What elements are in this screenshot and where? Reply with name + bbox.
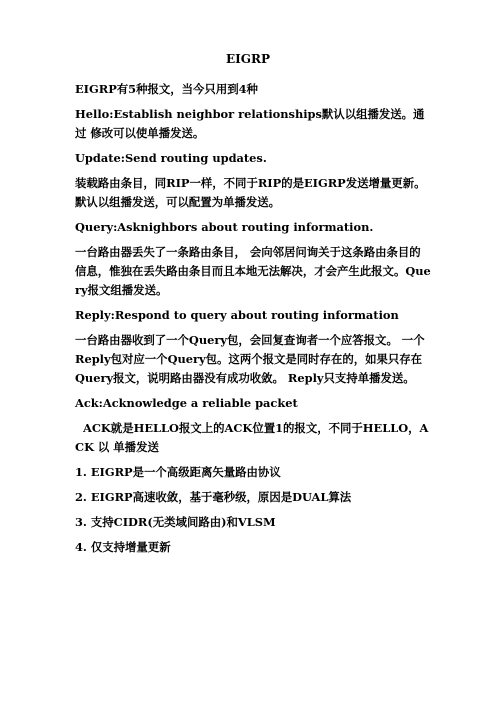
paragraph: Query:Asknighbors about routing information. <box>75 220 374 234</box>
paragraph: Reply:Respond to query about routing information <box>75 308 399 322</box>
paragraph: 一台路由器收到了一个Query包，会回复查询者一个应答报文。 一个Reply包对应一个Query包。这两个报文是同时存在的，如果只存在Query报文，说明路由器没有成功收敛。 Reply只支持单播发送。 <box>75 333 425 385</box>
list-item: 3. 支持CIDR(无类域间路由)和VLSM <box>75 515 276 529</box>
list-item: 2. EIGRP高速收敛，基于毫秒级，原因是DUAL算法 <box>75 490 352 504</box>
paragraph: ACK就是HELLO报文上的ACK位置1的报文，不同于HELLO，ACK 以 单播发送 <box>75 421 429 454</box>
paragraph: 装载路由条目，同RIP一样，不同于RIP的是EIGRP发送增量更新。 默认以组播发送，可以配置为单播发送。 <box>75 176 426 209</box>
list-item: 4. 仅支持增量更新 <box>75 540 171 554</box>
paragraph: Ack:Acknowledge a reliable packet <box>75 396 298 410</box>
paragraph: Update:Send routing updates. <box>75 151 267 165</box>
paragraph: Hello:Establish neighbor relationships默认以组播发送。通过 修改可以使单播发送。 <box>75 107 425 140</box>
list-item: 1. EIGRP是一个高级距离矢量路由协议 <box>75 465 281 479</box>
document-body <box>75 80 431 563</box>
paragraph: EIGRP有5种报文，当今只用到4种 <box>75 82 258 96</box>
document-title: EIGRP <box>225 52 270 66</box>
paragraph: 一台路由器丢失了一条路由条目， 会向邻居问询关于这条路由条目的信息，惟独在丢失路由条目而且本地无法解决，才会产生此报文。Query报文组播发送。 <box>75 245 431 297</box>
